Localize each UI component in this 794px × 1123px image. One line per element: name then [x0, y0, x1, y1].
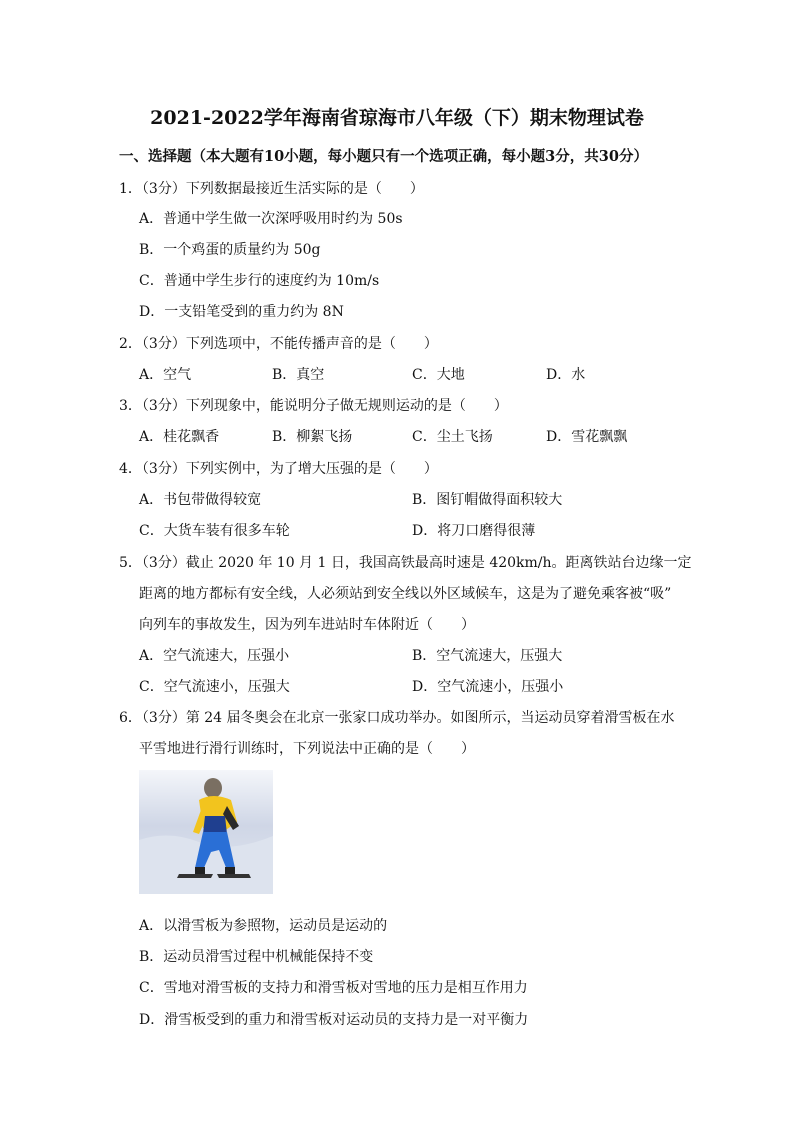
skier-photo: [139, 770, 273, 894]
section-heading: 一、选择题（本大题有10小题，每小题只有一个选项正确，每小题3分，共30分）: [119, 148, 648, 165]
page-title: 2021-2022学年海南省琼海市八年级（下）期末物理试卷: [150, 107, 644, 129]
question-5-option-d: D．空气流速小，压强小: [412, 679, 564, 695]
question-3-option-b: B．柳絮飞扬: [272, 429, 353, 445]
question-2-option-d: D．水: [546, 367, 586, 383]
question-5-stem-line-1: 5．（3分）截止 2020 年 10 月 1 日，我国高铁最高时速是 420km/h。距离铁站台边缘一定: [119, 555, 692, 571]
question-2-stem: 2．（3分）下列选项中，不能传播声音的是（ ）: [119, 336, 438, 352]
question-5-option-c: C．空气流速小，压强大: [139, 679, 290, 695]
question-1-option-c: C．普通中学生步行的速度约为 10m/s: [139, 273, 380, 289]
question-6-option-d: D．滑雪板受到的重力和滑雪板对运动员的支持力是一对平衡力: [139, 1012, 529, 1028]
question-1-stem: 1．（3分）下列数据最接近生活实际的是（ ）: [119, 181, 424, 197]
question-3-option-c: C．尘土飞扬: [412, 429, 493, 445]
question-3-stem: 3．（3分）下列现象中，能说明分子做无规则运动的是（ ）: [119, 398, 508, 414]
question-6-stem-line-1: 6．（3分）第 24 届冬奥会在北京一张家口成功举办。如图所示，当运动员穿着滑雪板在水: [119, 710, 675, 726]
question-3-option-d: D．雪花飘飘: [546, 429, 628, 445]
question-5-stem-line-3: 向列车的事故发生，因为列车进站时车体附近（ ）: [139, 617, 475, 633]
question-4-option-a: A．书包带做得较宽: [139, 492, 262, 508]
question-6-option-a: A．以滑雪板为参照物，运动员是运动的: [139, 918, 388, 934]
question-5-stem-line-2: 距离的地方都标有安全线，人必须站到安全线以外区域候车，这是为了避免乘客被“吸”: [139, 586, 672, 602]
question-2-option-c: C．大地: [412, 367, 465, 383]
question-5-option-a: A．空气流速大，压强小: [139, 648, 290, 664]
question-1-option-b: B．一个鸡蛋的质量约为 50g: [139, 242, 321, 258]
question-4-option-d: D．将刀口磨得很薄: [412, 523, 536, 539]
question-4-stem: 4．（3分）下列实例中，为了增大压强的是（ ）: [119, 461, 438, 477]
question-6-stem-line-2: 平雪地进行滑行训练时，下列说法中正确的是（ ）: [139, 741, 475, 757]
question-5-option-b: B．空气流速大，压强大: [412, 648, 563, 664]
question-1-option-a: A．普通中学生做一次深呼吸用时约为 50s: [139, 211, 403, 227]
question-3-option-a: A．桂花飘香: [139, 429, 220, 445]
question-6-option-b: B．运动员滑雪过程中机械能保持不变: [139, 949, 374, 965]
question-4-option-c: C．大货车装有很多车轮: [139, 523, 290, 539]
question-1-option-d: D．一支铅笔受到的重力约为 8N: [139, 304, 344, 320]
question-2-option-b: B．真空: [272, 367, 325, 383]
question-6-option-c: C．雪地对滑雪板的支持力和滑雪板对雪地的压力是相互作用力: [139, 980, 528, 996]
question-4-option-b: B．图钉帽做得面积较大: [412, 492, 563, 508]
question-2-option-a: A．空气: [139, 367, 192, 383]
